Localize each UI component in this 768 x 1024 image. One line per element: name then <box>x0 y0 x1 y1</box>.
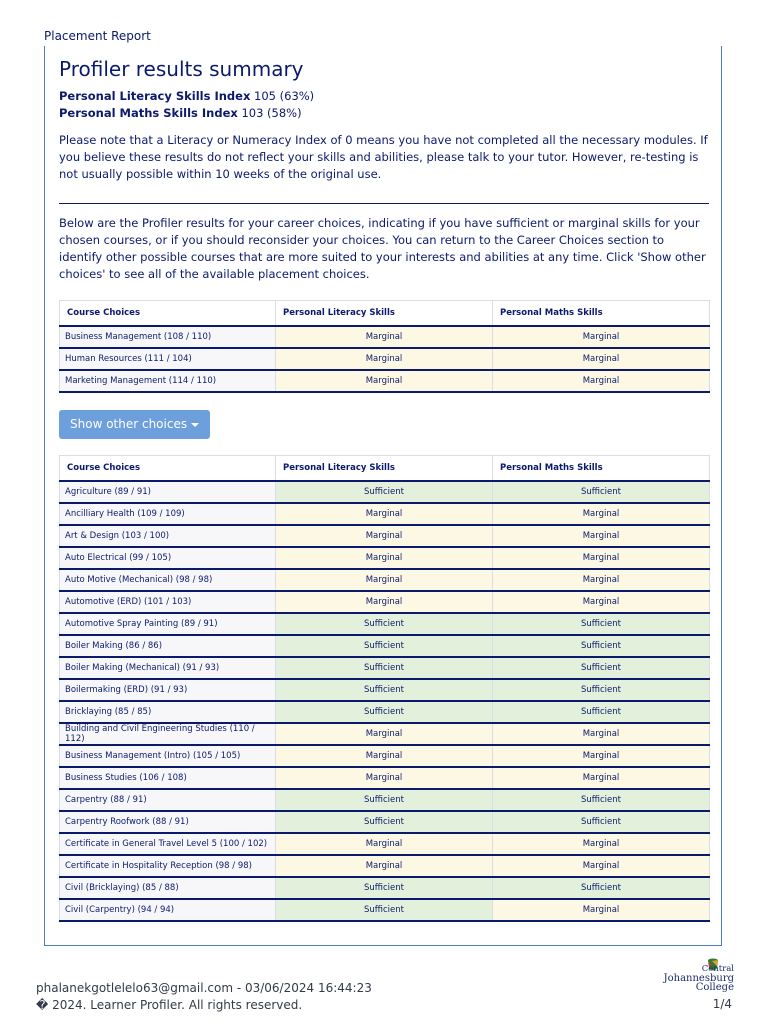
table-row <box>60 635 710 657</box>
literacy-result-cell: Sufficient <box>276 481 493 503</box>
course-name-cell: Art & Design (103 / 100) <box>60 525 276 547</box>
show-other-choices-label: Show other choices <box>70 417 188 431</box>
other-courses-body <box>60 481 710 921</box>
maths-result-cell: Marginal <box>493 569 710 591</box>
table-row <box>60 569 710 591</box>
course-name-cell: Business Studies (106 / 108) <box>60 767 276 789</box>
table-header-row <box>60 456 710 482</box>
literacy-skills-header: Personal Literacy Skills <box>276 456 493 482</box>
course-name-cell: Civil (Carpentry) (94 / 94) <box>60 899 276 921</box>
maths-result-cell: Marginal <box>493 525 710 547</box>
table-row <box>60 348 710 370</box>
maths-result-cell: Marginal <box>493 591 710 613</box>
course-name-cell: Building and Civil Engineering Studies (110 / 112) <box>60 723 276 745</box>
literacy-result-cell: Marginal <box>276 503 493 525</box>
literacy-result-cell: Sufficient <box>276 613 493 635</box>
maths-skills-header: Personal Maths Skills <box>493 301 710 327</box>
course-name-cell: Certificate in Hospitality Reception (98 / 98) <box>60 855 276 877</box>
intro-text: Below are the Profiler results for your career choices, indicating if you have sufficient or marginal skills for your chosen courses, or if you should reconsider your choices. You can return to the Career Choices section to identify other possible courses that are more suited to your interests and abilities at any time. Click 'Show other choices' to see all of the available placement choices. <box>59 216 706 281</box>
course-name-cell: Boilermaking (ERD) (91 / 93) <box>60 679 276 701</box>
course-name-cell: Business Management (Intro) (105 / 105) <box>60 745 276 767</box>
literacy-result-cell: Marginal <box>276 767 493 789</box>
course-choices-header: Course Choices <box>60 456 276 482</box>
other-courses-table <box>59 455 710 922</box>
course-name-cell: Certificate in General Travel Level 5 (100 / 102) <box>60 833 276 855</box>
divider <box>59 203 709 204</box>
course-name-cell: Ancilliary Health (109 / 109) <box>60 503 276 525</box>
maths-skills-header: Personal Maths Skills <box>493 456 710 482</box>
maths-result-cell: Sufficient <box>493 877 710 899</box>
course-name-cell: Business Management (108 / 110) <box>60 326 276 348</box>
course-name-cell: Boiler Making (86 / 86) <box>60 635 276 657</box>
logo-text <box>664 965 734 992</box>
table-row <box>60 723 710 745</box>
literacy-index-label: Personal Literacy Skills Index <box>59 89 251 103</box>
course-name-cell: Carpentry Roofwork (88 / 91) <box>60 811 276 833</box>
maths-result-cell: Marginal <box>493 348 710 370</box>
show-other-choices-button[interactable] <box>59 410 210 439</box>
footer-user-line: phalanekgotlelelo63@gmail.com - 03/06/2024 16:44:23 <box>36 981 372 995</box>
course-name-cell: Auto Electrical (99 / 105) <box>60 547 276 569</box>
course-name-cell: Carpentry (88 / 91) <box>60 789 276 811</box>
literacy-index-value: 105 (63%) <box>254 89 315 103</box>
maths-result-cell: Sufficient <box>493 789 710 811</box>
literacy-result-cell: Marginal <box>276 855 493 877</box>
literacy-result-cell: Sufficient <box>276 811 493 833</box>
course-choices-header: Course Choices <box>60 301 276 327</box>
maths-result-cell: Marginal <box>493 326 710 348</box>
footer <box>36 980 372 1014</box>
report-content <box>59 56 709 922</box>
table-row <box>60 525 710 547</box>
table-row <box>60 701 710 723</box>
literacy-result-cell: Sufficient <box>276 679 493 701</box>
index-note: Please note that a Literacy or Numeracy Index of 0 means you have not completed all the necessary modules. If you believe these results do not reflect your skills and abilities, please talk to your tutor. However, re-testing is not usually possible within 10 weeks of the original use. <box>59 133 708 181</box>
table-row <box>60 855 710 877</box>
literacy-result-cell: Marginal <box>276 745 493 767</box>
course-name-cell: Boiler Making (Mechanical) (91 / 93) <box>60 657 276 679</box>
literacy-result-cell: Marginal <box>276 326 493 348</box>
table-row <box>60 613 710 635</box>
course-name-cell: Automotive Spray Painting (89 / 91) <box>60 613 276 635</box>
footer-copyright: � 2024. Learner Profiler. All rights reserved. <box>36 998 303 1012</box>
maths-result-cell: Sufficient <box>493 481 710 503</box>
chosen-courses-table <box>59 300 710 393</box>
maths-result-cell: Sufficient <box>493 635 710 657</box>
table-row <box>60 503 710 525</box>
maths-result-cell: Sufficient <box>493 679 710 701</box>
literacy-result-cell: Sufficient <box>276 789 493 811</box>
literacy-result-cell: Sufficient <box>276 899 493 921</box>
maths-index-label: Personal Maths Skills Index <box>59 106 238 120</box>
table-row <box>60 481 710 503</box>
table-row <box>60 899 710 921</box>
table-row <box>60 767 710 789</box>
table-row <box>60 657 710 679</box>
maths-result-cell: Marginal <box>493 745 710 767</box>
table-row <box>60 877 710 899</box>
table-row <box>60 745 710 767</box>
table-row <box>60 679 710 701</box>
literacy-result-cell: Marginal <box>276 723 493 745</box>
maths-result-cell: Marginal <box>493 370 710 392</box>
literacy-result-cell: Marginal <box>276 833 493 855</box>
literacy-result-cell: Sufficient <box>276 701 493 723</box>
table-row <box>60 591 710 613</box>
course-name-cell: Bricklaying (85 / 85) <box>60 701 276 723</box>
logo-line2: Johannesburg <box>663 973 734 984</box>
maths-result-cell: Marginal <box>493 767 710 789</box>
course-name-cell: Marketing Management (114 / 110) <box>60 370 276 392</box>
table-row <box>60 789 710 811</box>
page-number: 1/4 <box>712 997 732 1011</box>
literacy-result-cell: Marginal <box>276 547 493 569</box>
literacy-result-cell: Marginal <box>276 370 493 392</box>
maths-result-cell: Marginal <box>493 855 710 877</box>
table-row <box>60 811 710 833</box>
table-header-row <box>60 301 710 327</box>
maths-result-cell: Marginal <box>493 899 710 921</box>
literacy-result-cell: Marginal <box>276 591 493 613</box>
literacy-result-cell: Sufficient <box>276 635 493 657</box>
literacy-result-cell: Marginal <box>276 569 493 591</box>
maths-result-cell: Marginal <box>493 547 710 569</box>
page-title: Profiler results summary <box>59 57 304 81</box>
logo-line3: College <box>695 982 734 993</box>
course-name-cell: Automotive (ERD) (101 / 103) <box>60 591 276 613</box>
course-name-cell: Agriculture (89 / 91) <box>60 481 276 503</box>
table-row <box>60 326 710 348</box>
maths-result-cell: Sufficient <box>493 613 710 635</box>
logo-line1: Central <box>701 964 734 974</box>
literacy-result-cell: Sufficient <box>276 877 493 899</box>
maths-result-cell: Sufficient <box>493 657 710 679</box>
table-row <box>60 547 710 569</box>
chosen-courses-body <box>60 326 710 392</box>
literacy-result-cell: Marginal <box>276 348 493 370</box>
maths-result-cell: Marginal <box>493 833 710 855</box>
literacy-result-cell: Marginal <box>276 525 493 547</box>
table-row <box>60 370 710 392</box>
maths-result-cell: Sufficient <box>493 701 710 723</box>
table-row <box>60 833 710 855</box>
college-logo <box>660 958 734 994</box>
maths-index <box>59 105 709 122</box>
course-name-cell: Civil (Bricklaying) (85 / 88) <box>60 877 276 899</box>
literacy-skills-header: Personal Literacy Skills <box>276 301 493 327</box>
maths-index-value: 103 (58%) <box>241 106 302 120</box>
course-name-cell: Auto Motive (Mechanical) (98 / 98) <box>60 569 276 591</box>
caret-down-icon <box>191 423 199 427</box>
index-block <box>59 88 709 122</box>
maths-result-cell: Marginal <box>493 723 710 745</box>
report-header-label: Placement Report <box>44 29 151 43</box>
maths-result-cell: Sufficient <box>493 811 710 833</box>
literacy-index <box>59 88 709 105</box>
maths-result-cell: Marginal <box>493 503 710 525</box>
literacy-result-cell: Sufficient <box>276 657 493 679</box>
course-name-cell: Human Resources (111 / 104) <box>60 348 276 370</box>
